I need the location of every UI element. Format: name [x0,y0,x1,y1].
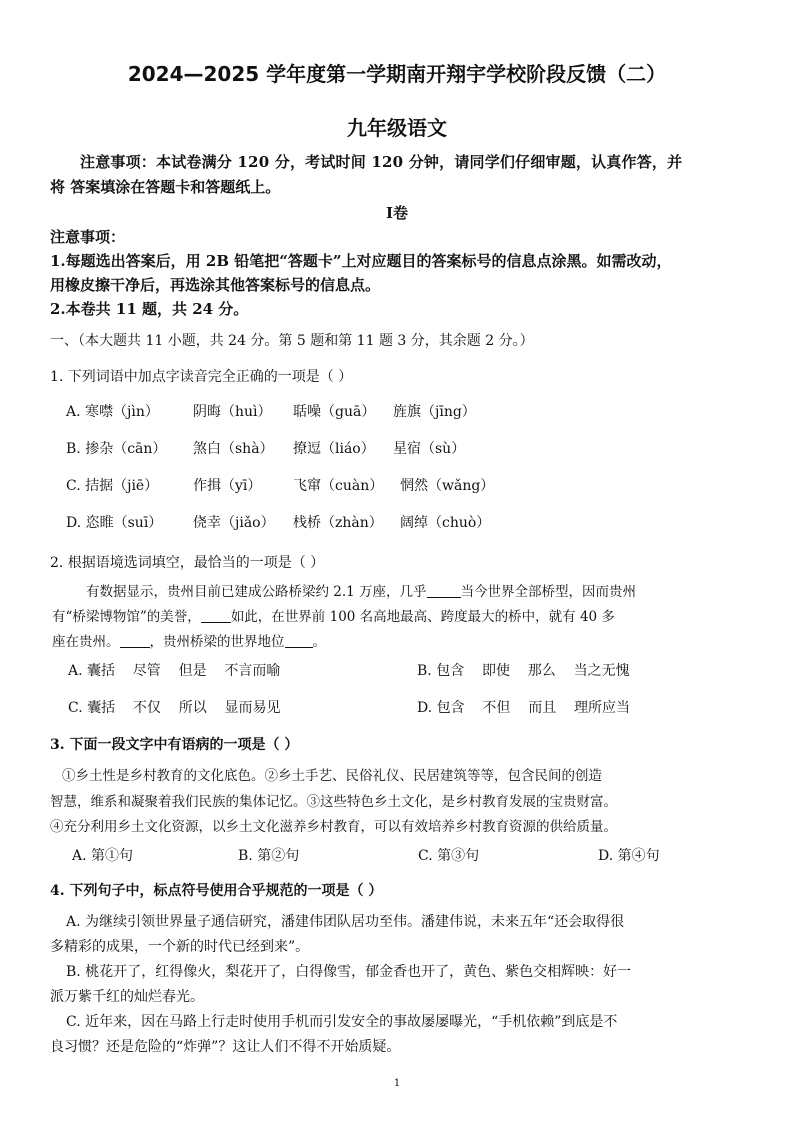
note-2: 2.本卷共 11 题，共 24 分。 [50,300,249,318]
q1-option-d-word-2: 侥幸（jiǎo） [193,515,275,531]
q1-option-d-word-3: 栈桥（zhàn） [293,515,383,531]
question-1-stem: 1. 下列词语中加点字读音完全正确的一项是（ ） [50,369,353,385]
q1-option-c-word-4: 惘然（wǎng） [400,478,495,494]
q4-option-b-line-2: 派万紫千红的灿烂春光。 [50,989,204,1005]
q3-option-d: D. 第④句 [598,848,660,864]
q4-option-a-line-1: A. 为继续引领世界量子通信研究，潘建伟团队居功至伟。潘建伟说，未来五年“还会取得很 [66,914,625,930]
q2-passage-line-2 [52,605,615,625]
q2-passage-line-1 [86,580,636,600]
part-heading: Ⅰ卷 [385,204,409,222]
notice-line-2: 将 答案填涂在答题卡和答题纸上。 [50,178,281,196]
q3-passage-line-1: ①乡土性是乡村教育的文化底色。②乡土手艺、民俗礼仪、民居建筑等等，包含民间的创造 [62,768,602,784]
q1-option-b-word-4: 星宿（sù） [393,441,466,457]
q3-passage-line-3: ④充分利用乡土文化资源，以乡土文化滋养乡村教育，可以有效培养乡村教育资源的供给质量。 [50,819,617,835]
q2-passage-text: ，贵州桥梁的世界地位 [149,634,285,650]
q1-option-b-word-2: 煞白（shà） [193,441,274,457]
q2-passage-text: 座在贵州。 [52,634,120,650]
q2-passage-text: 有“桥梁博物馆”的美誉， [52,609,201,625]
note-1-line-1: 1.每题选出答案后，用 2B 铅笔把“答题卡”上对应题目的答案标号的信息点涂黑。如需改动， [50,252,672,270]
q1-option-a-word-3: 聒噪（guā） [293,404,376,420]
q3-option-c: C. 第③句 [418,848,480,864]
q2-option-a: A. 囊括 尽管 但是 不言而喻 [68,663,281,679]
q3-option-b: B. 第②句 [238,848,300,864]
q1-option-a-word-1: A. 寒噤（jìn） [66,404,159,420]
q3-option-a: A. 第①句 [72,848,134,864]
q1-option-c-word-1: C. 拮据（jiē） [66,478,159,494]
q2-passage-text: 。 [312,634,326,650]
note-1-line-2: 用橡皮擦干净后，再选涂其他答案标号的信息点。 [50,276,381,294]
q1-option-a-word-2: 阴晦（huì） [193,404,272,420]
notes-label: 注意事项： [50,228,126,246]
q2-passage-text: 有数据显示，贵州目前已建成公路桥梁约 2.1 万座，几乎 [86,584,427,600]
q1-option-b-word-1: B. 掺杂（cān） [66,441,167,457]
q4-option-b-line-1: B. 桃花开了，红得像火，梨花开了，白得像雪，郁金香也开了，黄色、紫色交相辉映：好一 [66,964,632,980]
q1-option-d-word-1: D. 恣睢（suī） [66,515,163,531]
fill-blank-2 [201,609,231,624]
q2-option-d: D. 包含 不但 而且 理所应当 [417,700,631,716]
q1-option-d-word-4: 阔绰（chuò） [400,515,491,531]
fill-blank-3 [120,634,150,649]
section-heading: 一、（本大题共 11 小题，共 24 分。第 5 题和第 11 题 3 分，其余题 2 分。） [50,333,534,349]
q1-option-c-word-2: 作揖（yī） [193,478,262,494]
page-number: 1 [393,1078,401,1089]
q4-option-a-line-2: 多精彩的成果，一个新的时代已经到来”。 [50,939,310,955]
q4-option-c-line-2: 良习惯？还是危险的“炸弹”？这让人们不得不开始质疑。 [50,1039,401,1055]
q2-passage-text: 当今世界全部桥型，因而贵州 [460,584,637,600]
q4-option-c-line-1: C. 近年来，因在马路上行走时使用手机而引发安全的事故屡屡曝光，“手机依赖”到底是不 [66,1014,618,1030]
q2-option-c: C. 囊括 不仅 所以 显而易见 [68,700,281,716]
question-3-stem: 3. 下面一段文字中有语病的一项是（ ） [50,737,299,753]
question-2-stem: 2. 根据语境选词填空，最恰当的一项是（ ） [50,555,325,571]
q2-passage-line-3 [52,630,326,650]
q2-option-b: B. 包含 即使 那么 当之无愧 [417,663,630,679]
exam-subject: 九年级语文 [347,116,447,140]
fill-blank-4 [285,634,313,649]
question-4-stem: 4. 下列句子中，标点符号使用合乎规范的一项是（ ） [50,883,383,899]
q1-option-b-word-3: 撩逗（liáo） [293,441,375,457]
q1-option-c-word-3: 飞窜（cuàn） [293,478,384,494]
q2-passage-text: 如此，在世界前 100 名高地最高、跨度最大的桥中，就有 40 多 [230,609,615,625]
exam-title: 2024—2025 学年度第一学期南开翔宇学校阶段反馈（二） [127,62,667,86]
q1-option-a-word-4: 旌旗（jīng） [393,404,476,420]
fill-blank-1 [427,584,461,599]
notice-line-1: 注意事项：本试卷满分 120 分，考试时间 120 分钟，请同学们仔细审题，认真作答，并 [80,153,683,171]
q3-passage-line-2: 智慧，维系和凝聚着我们民族的集体记忆。③这些特色乡土文化，是乡村教育发展的宝贵财富。 [50,794,617,810]
